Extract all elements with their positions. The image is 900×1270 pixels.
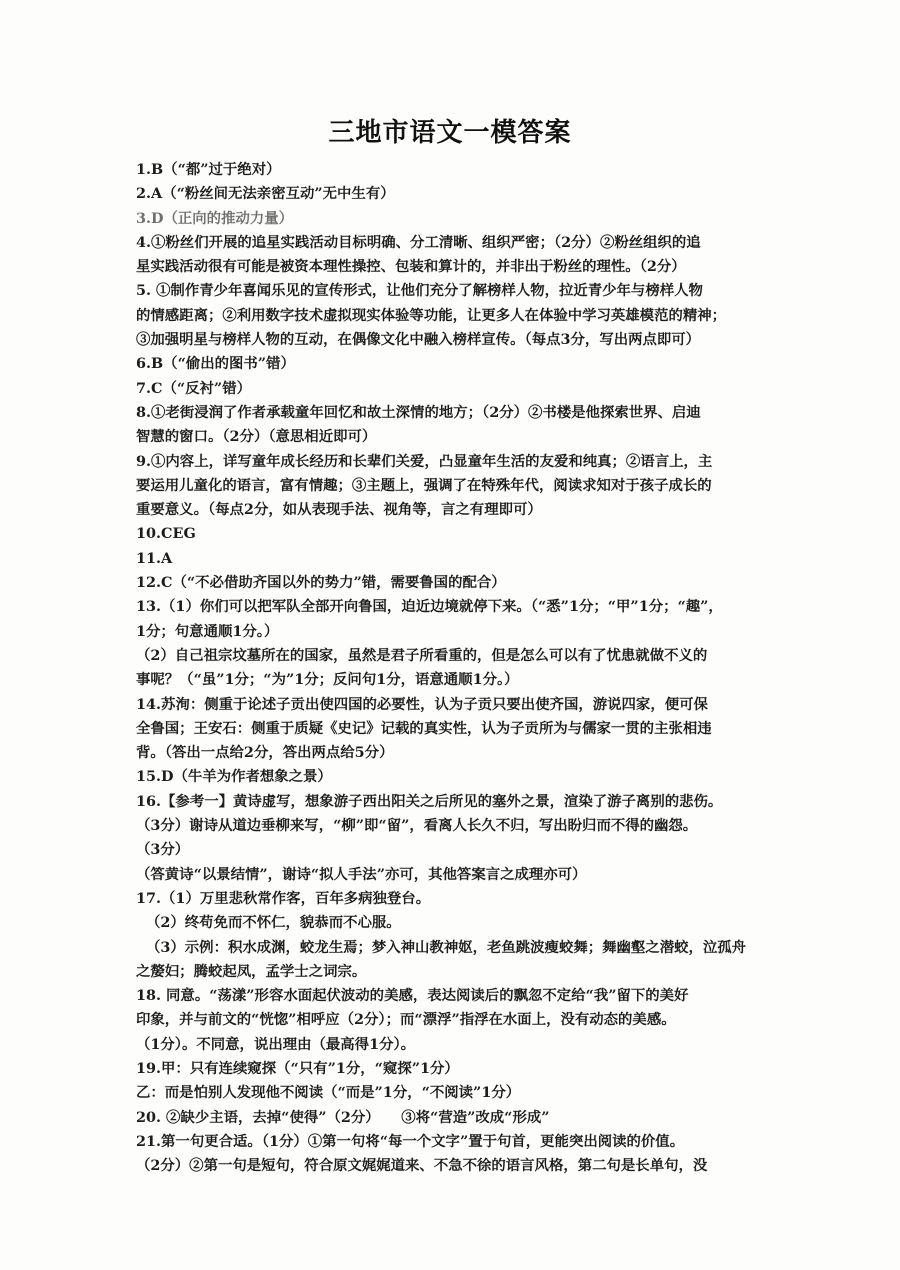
answer-line: 印象，并与前文的“恍惚”相呼应（2分）；而“漂浮”指浮在水面上，没有动态的美感。	[136, 1011, 676, 1029]
answer-line: 20. ②缺少主语，去掉“使得”（2分） ③将“营造”改成“形成”	[136, 1108, 550, 1126]
answer-line: 17.（1）万里悲秋常作客，百年多病独登台。	[136, 889, 431, 907]
answer-line: 4.①粉丝们开展的追星实践活动目标明确、分工清晰、组织严密；（2分）②粉丝组织的追	[136, 233, 701, 251]
answer-line: 9.①内容上，详写童年成长经历和长辈们关爱，凸显童年生活的友爱和纯真；②语言上，主	[136, 452, 713, 470]
answer-line: 8.①老街浸润了作者承载童年回忆和故土深情的地方；（2分）②书楼是他探索世界、启迪	[136, 403, 701, 421]
answer-line: 7.C（“反衬”错）	[136, 379, 251, 397]
answer-line: 18. 同意。“荡漾”形容水面起伏波动的美感，表达阅读后的飘忽不定给“我”留下的美好	[136, 987, 689, 1005]
answer-line: 智慧的窗口。（2分）（意思相近即可）	[136, 428, 377, 446]
answer-line: 全鲁国；王安石：侧重于质疑《史记》记载的真实性，认为子贡所为与儒家一贯的主张相违	[136, 719, 712, 737]
answer-line: 3.D（正向的推动力量）	[136, 209, 294, 227]
answer-line: 12.C（“不必借助齐国以外的势力”错，需要鲁国的配合）	[136, 574, 506, 592]
answer-line: 10.CEG	[136, 525, 196, 543]
answer-line: 19.甲：只有连续窥探（“只有”1分，“窥探”1分）	[136, 1059, 459, 1077]
answer-line: （3分）谢诗从道边垂柳来写，“柳”即“留”，看离人长久不归，写出盼归而不得的幽怨。	[136, 817, 698, 835]
answer-body	[136, 158, 768, 1178]
answer-line: （2分）②第一句是短句，符合原文娓娓道来、不急不徐的语言风格，第二句是长单句，没	[136, 1157, 708, 1175]
answer-line: 6.B（“偷出的图书”错）	[136, 355, 295, 373]
answer-line: （答黄诗“以景结情”，谢诗“拟人手法”亦可，其他答案言之成理亦可）	[136, 865, 587, 883]
answer-line: 2.A（“粉丝间无法亲密互动”无中生有）	[136, 185, 395, 203]
answer-line: （3分）	[136, 841, 190, 859]
answer-line: （1分）。不同意，说出理由（最高得1分）。	[136, 1035, 416, 1053]
answer-line: 要运用儿童化的语言，富有情趣；③主题上，强调了在特殊年代，阅读求知对于孩子成长的	[136, 476, 712, 494]
answer-line: 16.【参考一】黄诗虚写，想象游子西出阳关之后所见的塞外之景，渲染了游子离别的悲伤。	[136, 792, 723, 810]
answer-line: （2）自己祖宗坟墓所在的国家，虽然是君子所看重的，但是怎么可以有了忧患就做不义的	[136, 646, 708, 664]
answer-line: （3）示例：积水成渊，蛟龙生焉；梦入神山教神妪，老鱼跳波瘦蛟舞；舞幽壑之潜蛟，泣孤舟	[146, 938, 747, 956]
answer-line: 星实践活动很有可能是被资本理性操控、包装和算计的，并非出于粉丝的理性。（2分）	[136, 258, 686, 276]
page-title: 三地市语文一模答案	[328, 118, 572, 148]
answer-line: 事呢？（“虽”1分；“为”1分；反问句1分，语意通顺1分。）	[136, 671, 519, 689]
answer-line: 1.B（“都”过于绝对）	[136, 161, 281, 178]
answer-line: 背。（答出一点给2分，答出两点给5分）	[136, 744, 394, 762]
answer-line: 21.第一句更合适。（1分）①第一句将“每一个文字”置于句首，更能突出阅读的价值。	[136, 1132, 685, 1150]
answer-line: 乙：而是怕别人发现他不阅读（“而是”1分，“不阅读”1分）	[136, 1084, 521, 1102]
answer-line: 14.苏洵：侧重于论述子贡出使四国的必要性，认为子贡只要出使齐国，游说四家，便可保	[136, 695, 708, 713]
answer-line: 15.D（牛羊为作者想象之景）	[136, 768, 332, 786]
answer-line: 11.A	[136, 549, 173, 567]
answer-line: 的情感距离；②利用数字技术虚拟现实体验等功能，让更多人在体验中学习英雄模范的精神；	[136, 306, 727, 324]
answer-line: 13.（1）你们可以把军队全部开向鲁国，迫近边境就停下来。（“悉”1分；“甲”1分；“趣”，	[136, 598, 723, 616]
answer-line: （2）终苟免而不怀仁，貌恭而不心服。	[146, 914, 401, 932]
answer-line: ③加强明星与榜样人物的互动，在偶像文化中融入榜样宣传。（每点3分，写出两点即可）	[136, 331, 701, 349]
answer-line: 1分；句意通顺1分。）	[136, 622, 279, 640]
answer-line: 之嫠妇；腾蛟起凤，孟学士之词宗。	[136, 962, 367, 980]
answer-line: 重要意义。（每点2分，如从表现手法、视角等，言之有理即可）	[136, 501, 542, 519]
answer-line: 5. ①制作青少年喜闻乐见的宣传形式，让他们充分了解榜样人物，拉近青少年与榜样人物	[136, 282, 703, 300]
